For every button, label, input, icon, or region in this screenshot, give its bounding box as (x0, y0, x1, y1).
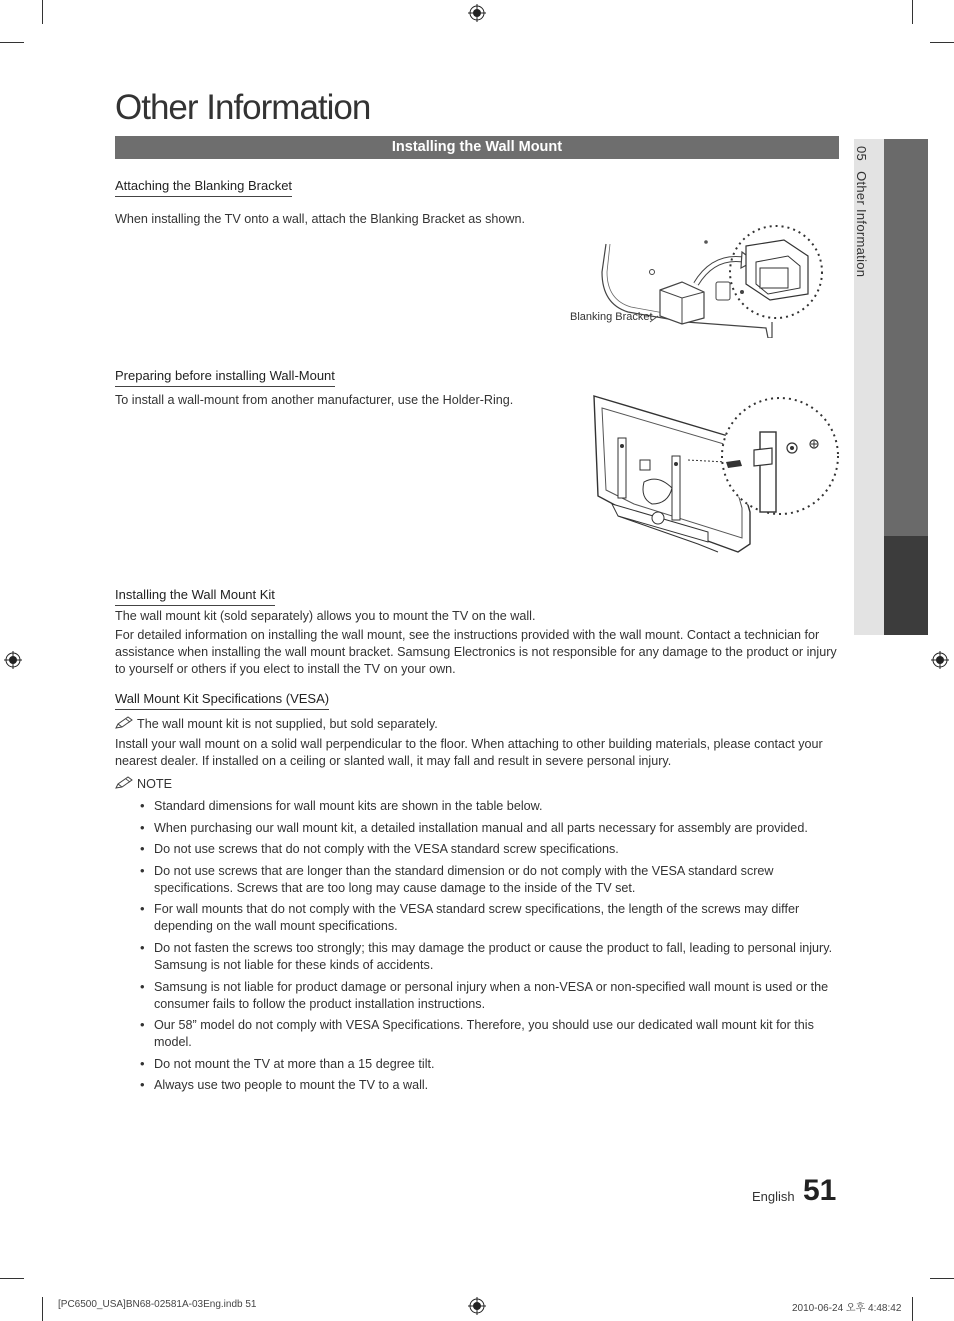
list-item: • Do not use screws that are longer than the standard dimension or do not comply with the VESA standard screw specifications. Screws that are too long may cause damage to the inside of the TV set. (138, 863, 840, 897)
vesa-note-text: The wall mount kit is not supplied, but sold separately. (137, 717, 438, 731)
subheading-preparing: Preparing before installing Wall-Mount (115, 368, 335, 387)
registration-mark-icon (4, 651, 22, 669)
page-title: Other Information (115, 88, 371, 127)
crop-mark (912, 0, 913, 24)
crop-mark (42, 1297, 43, 1321)
note-pencil-icon (115, 776, 133, 790)
preparing-text: To install a wall-mount from another manufacturer, use the Holder-Ring. (115, 393, 514, 407)
registration-mark-icon (468, 4, 486, 22)
side-tab-strip (884, 139, 928, 536)
note-label: NOTE (137, 777, 172, 791)
crop-mark (930, 1278, 954, 1279)
list-item: • Always use two people to mount the TV to a wall. (138, 1077, 840, 1094)
subheading-blanking-bracket: Attaching the Blanking Bracket (115, 178, 292, 197)
note-label-line (115, 776, 841, 793)
side-tab-label (854, 146, 869, 287)
wall-mount-kit-text-1: The wall mount kit (sold separately) allows you to mount the TV on the wall. (115, 609, 536, 623)
imprint-file: [PC6500_USA]BN68-02581A-03Eng.indb 51 (58, 1299, 257, 1310)
note-pencil-icon (115, 716, 133, 730)
registration-mark-icon (468, 1297, 486, 1315)
vesa-note-line (115, 716, 841, 733)
list-item: • Do not fasten the screws too strongly; this may damage the product or cause the product to fall, leading to personal injury. Samsung is not liable for these kinds of accidents. (138, 940, 840, 974)
list-item: • Samsung is not liable for product damage or personal injury when a non-VESA or non-specified wall mount is used or the consumer fails to follow the product installation instructions. (138, 979, 840, 1013)
list-item: • Do not mount the TV at more than a 15 degree tilt. (138, 1056, 840, 1073)
crop-mark (930, 42, 954, 43)
list-item: • For wall mounts that do not comply with the VESA standard screw specifications, the length of the screws may differ depending on the wall mount specifications. (138, 901, 840, 935)
list-item: • Do not use screws that do not comply with the VESA standard screw specifications. (138, 841, 840, 858)
crop-mark (912, 1297, 913, 1321)
blanking-bracket-caption: Blanking Bracket (570, 311, 653, 323)
crop-mark (42, 0, 43, 24)
imprint-date: 2010-06-24 오후 4:48:42 (792, 1303, 902, 1314)
page-number: 51 (803, 1174, 837, 1207)
wall-mount-kit-text-2: For detailed information on installing the wall mount, see the instructions provided with the wall mount. Contact a technician for assistance when installing the wall mount bracket. Samsung Electronics is not responsible for any damage to the product or injury to yourself or others if you elect to install the TV on your own. (115, 628, 837, 676)
footer-language: English (752, 1189, 795, 1204)
holder-ring-illustration (588, 392, 840, 556)
crop-mark (0, 1278, 24, 1279)
subheading-wall-mount-kit: Installing the Wall Mount Kit (115, 587, 275, 606)
side-tab-text: Other Information (854, 171, 869, 278)
note-bullet-list (138, 798, 840, 1099)
list-item: • Our 58” model do not comply with VESA Specifications. Therefore, you should use our dedicated wall mount kit for this model. (138, 1017, 840, 1051)
registration-mark-icon (931, 651, 949, 669)
list-item: • Standard dimensions for wall mount kits are shown in the table below. (138, 798, 840, 815)
side-tab-strip-active (884, 536, 928, 635)
crop-mark (0, 42, 24, 43)
vesa-install-text: Install your wall mount on a solid wall perpendicular to the floor. When attaching to other building materials, please contact your nearest dealer. If installed on a ceiling or slanted wall, it may fall and result in severe personal injury. (115, 737, 823, 768)
subheading-vesa: Wall Mount Kit Specifications (VESA) (115, 691, 329, 710)
section-title-bar: Installing the Wall Mount (115, 136, 839, 159)
blanking-bracket-text: When installing the TV onto a wall, attach the Blanking Bracket as shown. (115, 212, 525, 226)
side-tab-number: 05 (854, 146, 869, 162)
list-item: • When purchasing our wall mount kit, a detailed installation manual and all parts necessary for assembly are provided. (138, 820, 840, 837)
